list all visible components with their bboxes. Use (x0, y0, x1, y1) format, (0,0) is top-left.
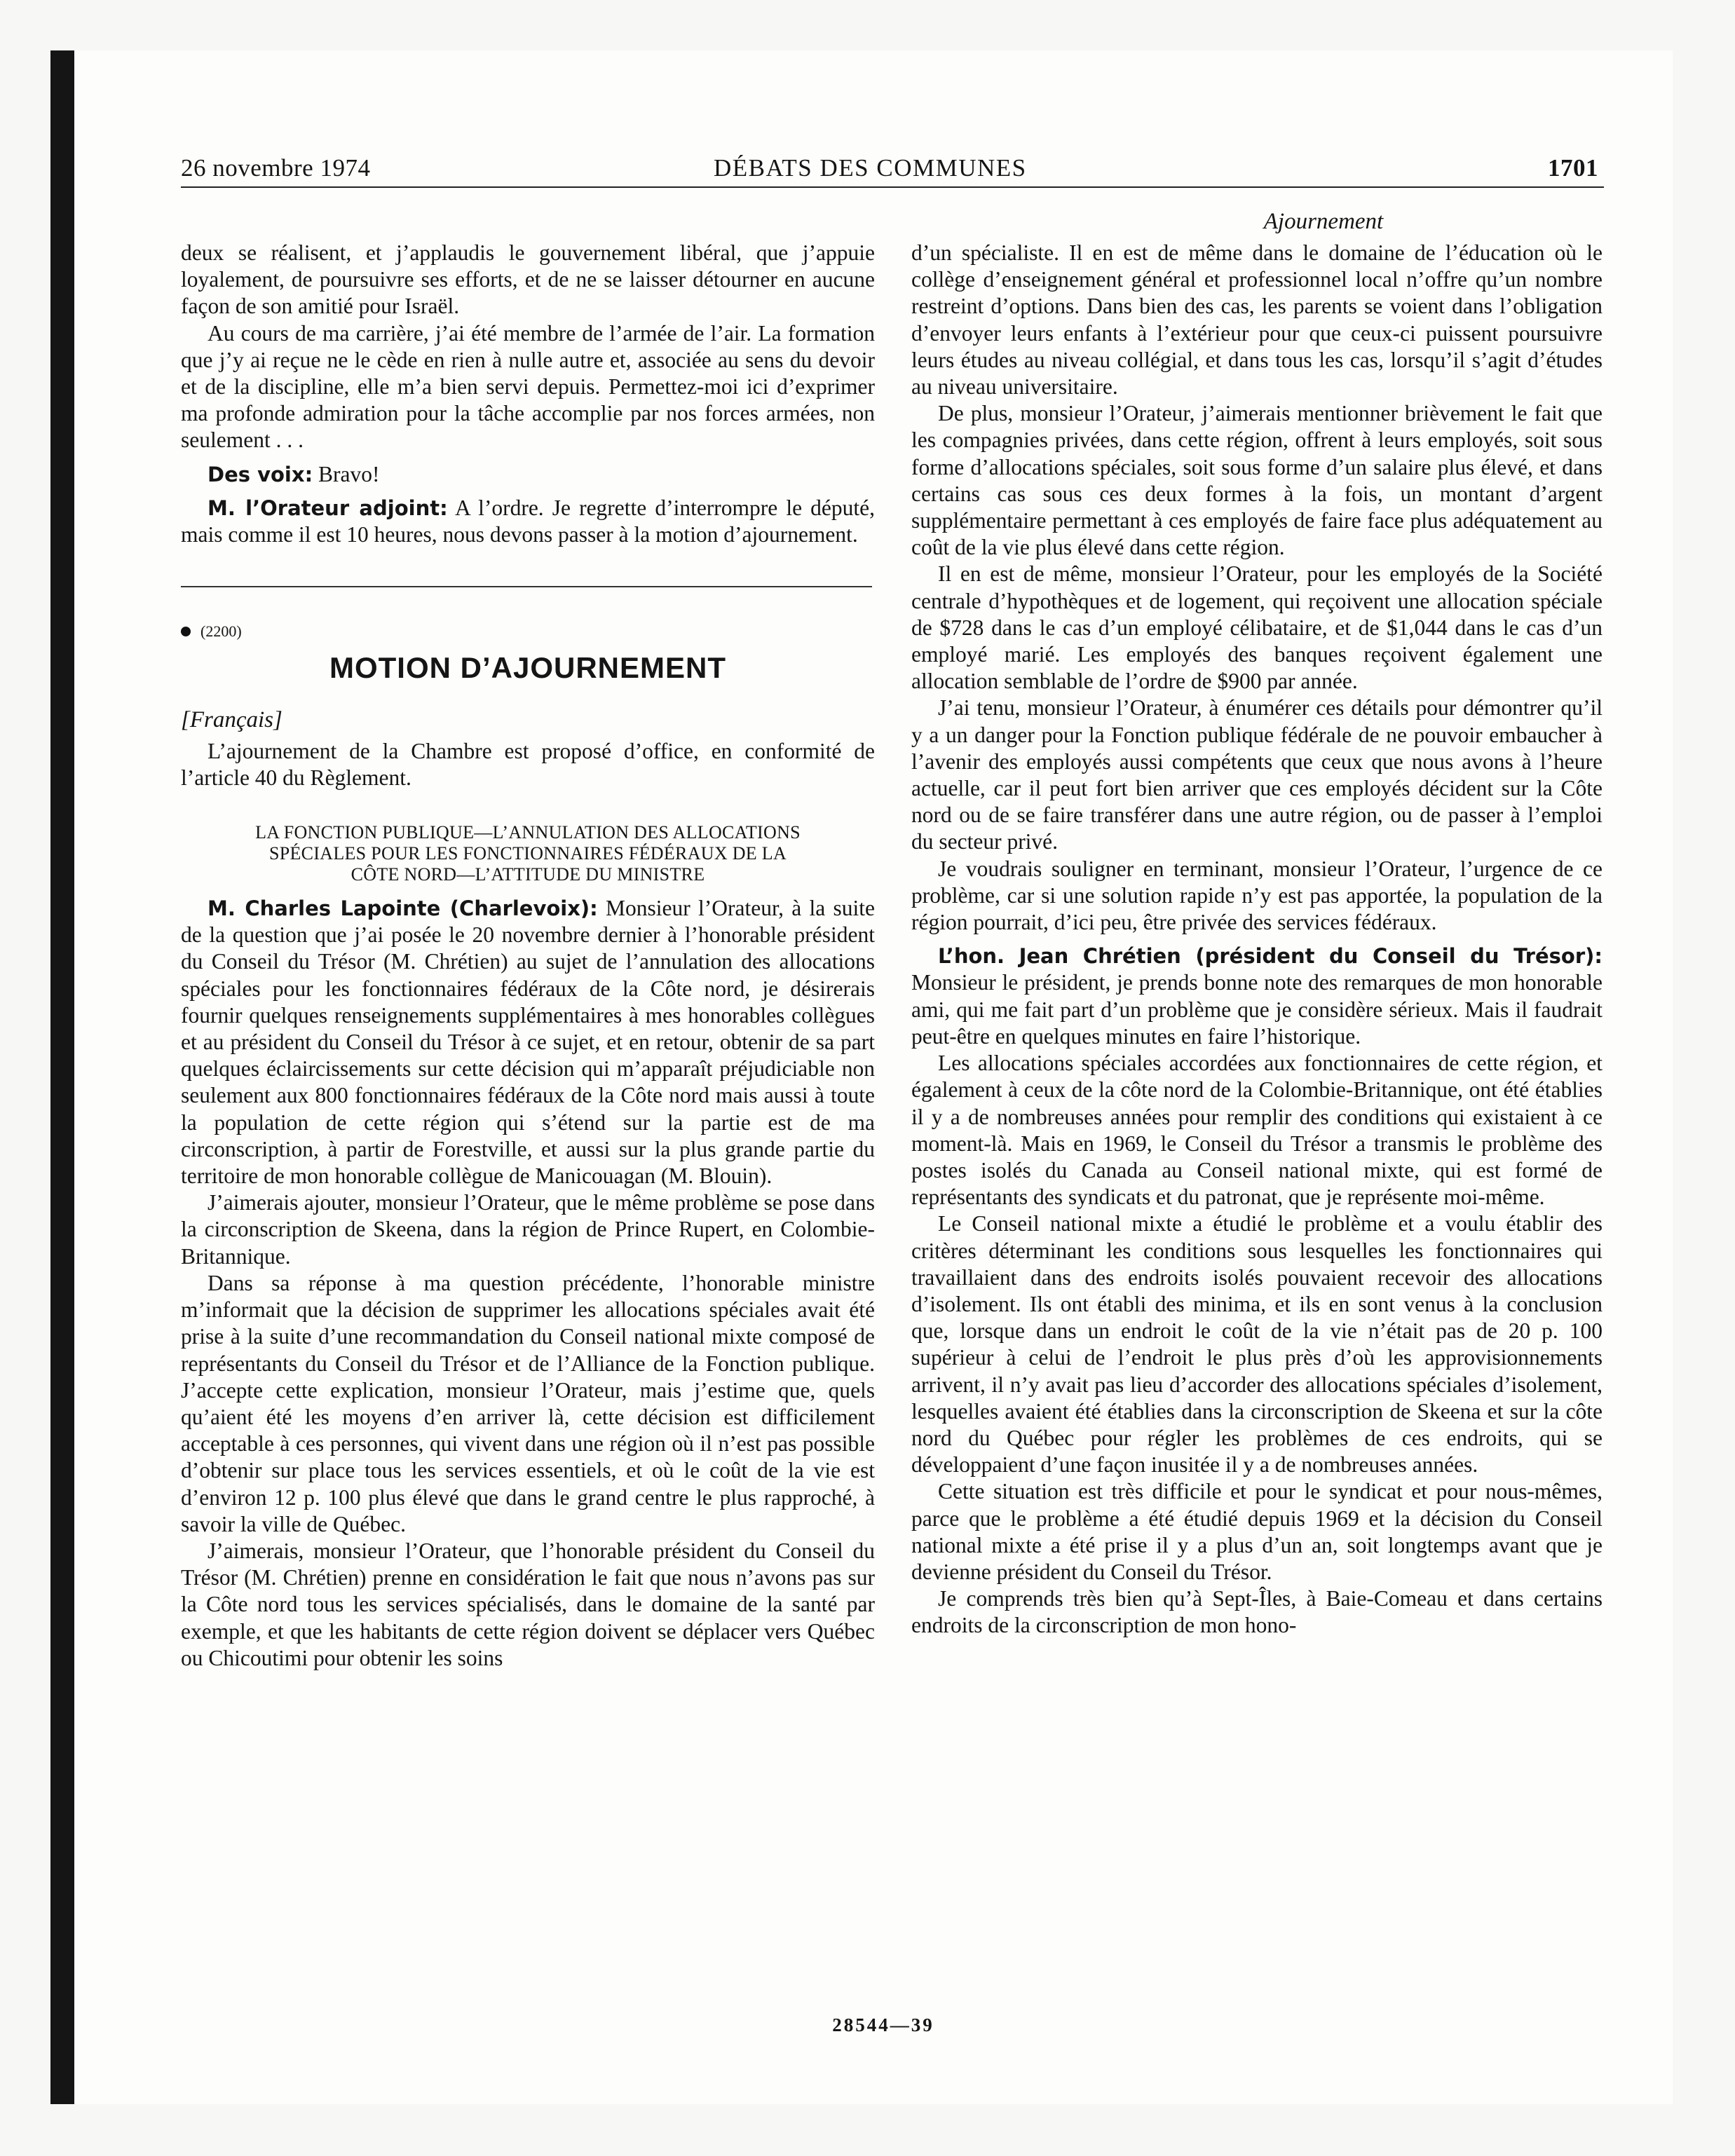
subject-line: CÔTE NORD—L’ATTITUDE DU MINISTRE (351, 864, 705, 885)
footer-code: 28544—39 (832, 2014, 934, 2035)
speech-voices (181, 461, 875, 488)
section-title: MOTION D’AJOURNEMENT (329, 651, 726, 685)
speech-text: Monsieur le président, je prends bonne note des remarques de mon honorable ami, qui me fait part d’un problème que je considère sérieux. Mais il faudrait peut-être en quelques minutes en faire l’historique. (911, 970, 1603, 1049)
language-tag: [Français] (181, 707, 283, 733)
time-code: (2200) (200, 622, 242, 641)
bullet-dot-icon (181, 627, 191, 636)
paragraph: Le Conseil national mixte a étudié le problème et a voulu établir des critères déterminant les conditions sous lesquelles les fonctionnaires qui travaillaient dans des endroits isolés pouvaient recevoir des allocations d’isolement. Ils ont établi des minima, et ils en sont venus à la conclusion que, lorsque dans un endroit le coût de la vie n’était pas de 20 p. 100 supérieur à celui de l’endroit le plus près d’où les approvisionnements arrivent, il n’y avait pas lieu d’accorder des allocations spéciales d’isolement, lesquelles avaient été établies dans la circonscription de Skeena et sur la côte nord du Québec pour régler les problèmes de ces endroits, qui se développaient d’une façon inusitée il y a de nombreuses années. (911, 1211, 1603, 1478)
speech-lapointe (181, 895, 875, 1189)
speech-text: Bravo! (318, 461, 380, 486)
speech-text: Monsieur l’Orateur, à la suite de la question que j’ai posée le 20 novembre dernier à l’honorable président du Conseil du Trésor (M. Chrétien) au sujet de l’annulation des allocations spéciales pour les fonctionnaires fédéraux de la Côte nord, je désirerais fournir quelques renseignements supplémentaires à mes honorables collègues et au président du Conseil du Trésor à ce sujet, et en retour, obtenir de sa part quelques éclaircissements sur cette décision qui m’apparaît préjudiciable non seulement aux 800 fonctionnaires fédéraux de la Côte nord mais aussi à toute la population de cette région qui s’étend sur la partie est de ma circonscription, à partir de Forestville, et aussi sur la plus grande partie du territoire de mon honorable collègue de Manicouagan (M. Blouin). (181, 896, 876, 1189)
subject-line: SPÉCIALES POUR LES FONCTIONNAIRES FÉDÉRAUX DE LA (268, 843, 787, 864)
page-header (181, 149, 1601, 189)
left-column (181, 240, 875, 1672)
paragraph: J’aimerais, monsieur l’Orateur, que l’honorable président du Conseil du Trésor (M. Chrétien) prenne en considération le fait que nous n’avons pas sur la Côte nord tous les services spécialisés, dans le domaine de la santé par exemple, et que les habitants de cette région doivent se déplacer vers Québec ou Chicoutimi pour obtenir les soins (181, 1538, 875, 1670)
paragraph: deux se réalisent, et j’applaudis le gouvernement libéral, que j’appuie loyalement, de poursuivre ses efforts, et de ne se laisser détourner en aucune façon de son amitié pour Israël. (181, 240, 875, 319)
paragraph: Je voudrais souligner en terminant, monsieur l’Orateur, l’urgence de ce problème, car si une solution rapide n’y est pas apportée, la population de la région pourrait, d’ici peu, être privée des services fédéraux. (911, 856, 1603, 935)
time-marker (181, 621, 875, 642)
speech-chretien (911, 943, 1603, 1050)
paragraph: J’aimerais ajouter, monsieur l’Orateur, que le même problème se pose dans la circonscription de Skeena, dans la région de Prince Rupert, en Colombie-Britannique. (181, 1190, 875, 1269)
paragraph: Cette situation est très difficile et pour le syndicat et pour nous-mêmes, parce que le problème a été étudié depuis 1969 et la décision du Conseil national mixte a été prise il y a plus d’un an, soit longtemps avant que je devienne président du Conseil du Trésor. (911, 1479, 1603, 1584)
paragraph: Dans sa réponse à ma question précédente, l’honorable ministre m’informait que la décision de supprimer les allocations spéciales avait été prise à la suite d’une recommandation du Conseil national mixte composé de représentants du Conseil du Trésor et de l’Alliance de la Fonction publique. J’accepte cette explication, monsieur l’Orateur, mais j’estime que, quels qu’aient été les moyens d’en arriver là, cette décision est difficilement acceptable à ces personnes, qui vivent dans une région où il n’est pas possible d’obtenir sur place tous les services essentiels, et où le coût de la vie est d’environ 12 p. 100 plus élevé que dans le grand centre le plus rapproché, à savoir la ville de Québec. (181, 1270, 875, 1536)
header-rule (181, 186, 1604, 188)
speaker-name: M. Charles Lapointe (Charlevoix): (207, 896, 598, 921)
scan-edge-bar (50, 50, 74, 2104)
paragraph: J’ai tenu, monsieur l’Orateur, à énumérer ces détails pour démontrer qu’il y a un danger pour la Fonction publique fédérale de ne pouvoir embaucher à l’avenir des employés aussi compétents que ceux que nous avons à l’heure actuelle, car il peut fort bien arriver que ces employés décident sur la Côte nord ou de se faire transférer dans une autre région, ou de passer à l’emploi du secteur privé. (911, 695, 1603, 854)
header-title: DÉBATS DES COMMUNES (714, 154, 1027, 182)
speech-deputy-speaker (181, 495, 875, 548)
right-column-label: Ajournement (1263, 209, 1384, 234)
right-column (911, 240, 1603, 1639)
paragraph: L’ajournement de la Chambre est proposé d’office, en conformité de l’article 40 du Règlement. (181, 738, 875, 790)
paragraph: Je comprends très bien qu’à Sept-Îles, à Baie-Comeau et dans certains endroits de la circonscription de mon hono- (911, 1586, 1603, 1638)
paragraph: Les allocations spéciales accordées aux fonctionnaires de cette région, et également à ceux de la côte nord de la Colombie-Britannique, ont été établies il y a de nombreuses années pour remplir des conditions qui existaient à ce moment-là. Mais en 1969, le Conseil du Trésor a transmis le problème des postes isolés du Canada au Conseil national mixte, qui est formé de représentants des syndicats et du patronat, que je représente moi-même. (911, 1051, 1603, 1210)
subject-heading (181, 822, 875, 885)
subject-line: LA FONCTION PUBLIQUE—L’ANNULATION DES ALLOCATIONS (255, 822, 801, 843)
speaker-name: M. l’Orateur adjoint: (207, 496, 448, 520)
speaker-name: L’hon. Jean Chrétien (président du Conseil du Trésor): (938, 944, 1603, 969)
paragraph: Il en est de même, monsieur l’Orateur, pour les employés de la Société centrale d’hypothèques et de logement, qui reçoivent une allocation spéciale de $728 dans le cas d’un employé célibataire, et de $1,044 dans le cas d’un employé marié. Les employés des banques reçoivent également une allocation semblable de l’ordre de $900 par année. (911, 561, 1603, 694)
header-page-number: 1701 (1548, 154, 1598, 182)
section-divider (181, 586, 872, 587)
paragraph: De plus, monsieur l’Orateur, j’aimerais mentionner brièvement le fait que les compagnies privées, dans cette région, offrent à leurs employés, soit sous forme d’allocations spéciales, soit sous forme d’un salaire plus élevé, et dans certains cas sous ces deux formes à la fois, un montant d’argent supplémentaire permettant à ces employés de faire face plus adéquatement au coût de la vie plus élevé dans cette région. (911, 401, 1603, 560)
paragraph: d’un spécialiste. Il en est de même dans le domaine de l’éducation où le collège d’enseignement général et professionnel local n’offre qu’un nombre restreint d’options. Dans bien des cas, les parents se voient dans l’obligation d’envoyer leurs enfants à l’extérieur pour que ceux-ci puissent poursuivre leurs études au niveau collégial, et dans tous les cas, lorsqu’il s’agit d’études au niveau universitaire. (911, 240, 1603, 400)
paragraph: Au cours de ma carrière, j’ai été membre de l’armée de l’air. La formation que j’y ai reçue ne le cède en rien à nulle autre et, associée au sens du devoir et de la discipline, elle m’a bien servi depuis. Permettez-moi ici d’exprimer ma profonde admiration pour la tâche accomplie par nos forces armées, non seulement . . . (181, 320, 875, 453)
header-date: 26 novembre 1974 (181, 154, 371, 182)
speaker-name: Des voix: (207, 462, 313, 486)
speech-text: A l’ordre. Je regrette d’interrompre le député, mais comme il est 10 heures, nous devons passer à la motion d’ajournement. (181, 495, 875, 547)
